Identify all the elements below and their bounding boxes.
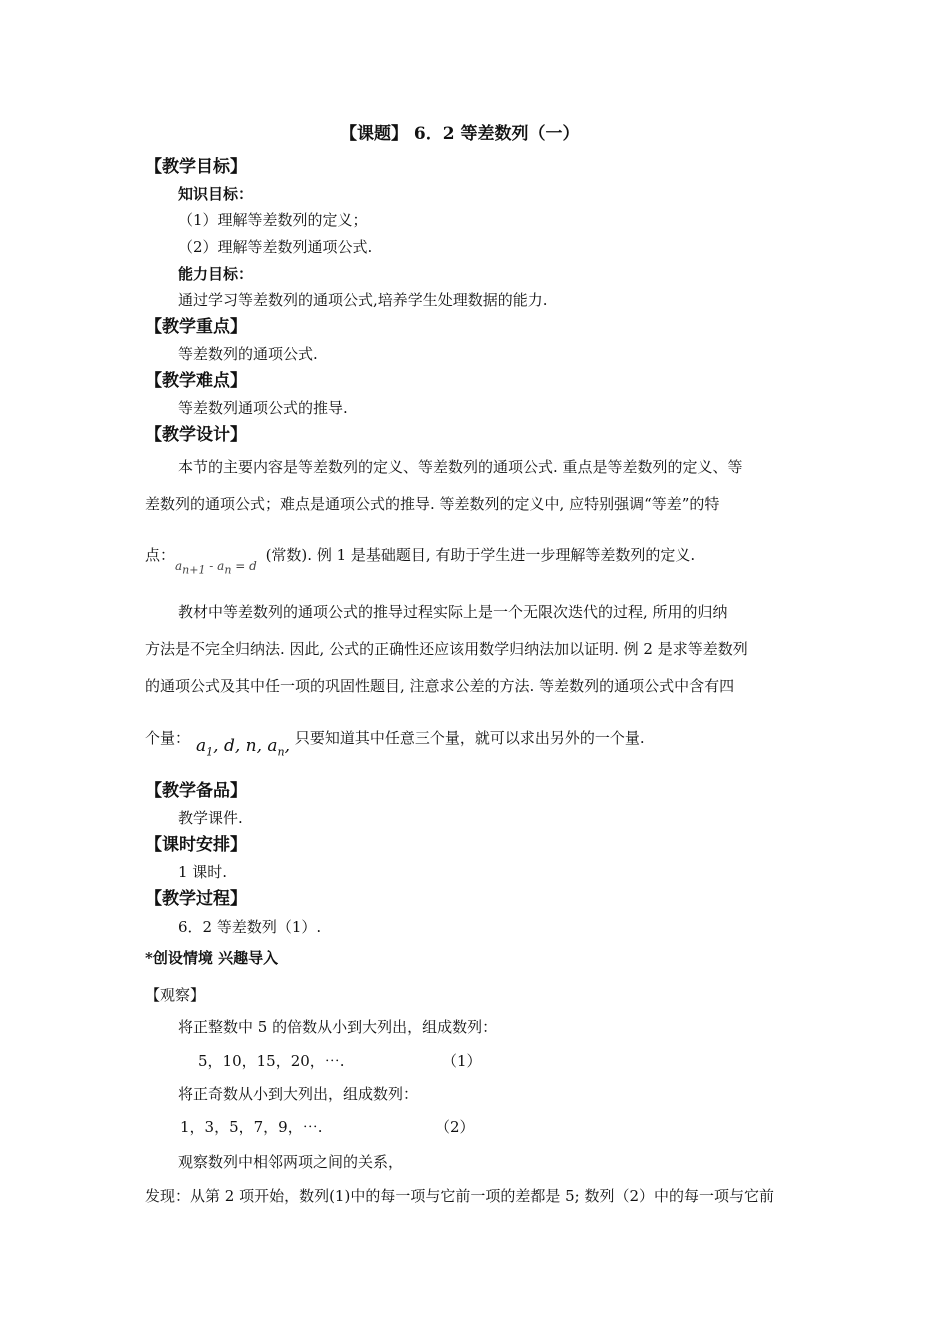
section-heading-schedule: 【课时安排】 bbox=[145, 835, 247, 855]
design-paragraph-1-line-3 bbox=[145, 545, 696, 577]
process-intro-heading: *创设情境 兴趣导入 bbox=[145, 949, 279, 967]
design-line-4-prefix: 个量： bbox=[145, 729, 191, 747]
design-paragraph-1-line-2: 差数列的通项公式；难点是通项公式的推导. 等差数列的定义中, 应特别强调“等差”的特 bbox=[145, 495, 720, 513]
observe-heading: 【观察】 bbox=[145, 986, 206, 1004]
design-paragraph-2-line-3: 的通项公式及其中任一项的巩固性题目, 注意求公差的方法. 等差数列的通项公式中含有四 bbox=[145, 677, 735, 695]
section-heading-objectives: 【教学目标】 bbox=[145, 157, 247, 177]
process-line-2: 将正奇数从小到大列出，组成数列： bbox=[178, 1085, 419, 1103]
page-title: 【课题】 6．2 等差数列（一） bbox=[340, 124, 580, 144]
process-line-3: 观察数列中相邻两项之间的关系， bbox=[178, 1153, 404, 1171]
section-heading-key: 【教学重点】 bbox=[145, 317, 247, 337]
schedule-text: 1 课时. bbox=[178, 863, 228, 881]
section-heading-materials: 【教学备品】 bbox=[145, 781, 247, 801]
design-line-prefix: 点： bbox=[145, 546, 176, 564]
quantities-formula: $a_1$, d, n, $a_n$, bbox=[196, 736, 291, 759]
ability-objective-label: 能力目标： bbox=[178, 265, 254, 283]
difficulty-text: 等差数列通项公式的推导. bbox=[178, 399, 348, 417]
section-heading-difficulty: 【教学难点】 bbox=[145, 371, 247, 391]
section-heading-design: 【教学设计】 bbox=[145, 425, 247, 445]
difference-formula: an+1 - an = d bbox=[175, 559, 257, 577]
sequence-2-tag: （2） bbox=[435, 1118, 475, 1136]
sequence-2: 1，3，5，7，9，⋯. bbox=[180, 1118, 323, 1136]
knowledge-objective-1: （1）理解等差数列的定义； bbox=[178, 211, 368, 229]
key-point-text: 等差数列的通项公式. bbox=[178, 345, 318, 363]
section-heading-process: 【教学过程】 bbox=[145, 889, 247, 909]
design-paragraph-2-line-4 bbox=[145, 728, 645, 759]
design-paragraph-2-line-2: 方法是不完全归纳法. 因此, 公式的正确性还应该用数学归纳法加以证明. 例 2 是求等差数列 bbox=[145, 640, 748, 658]
design-paragraph-1-line-1: 本节的主要内容是等差数列的定义、等差数列的通项公式. 重点是等差数列的定义、等 bbox=[178, 458, 743, 476]
design-line-suffix: (常数). 例 1 是基础题目, 有助于学生进一步理解等差数列的定义. bbox=[265, 546, 696, 564]
knowledge-objective-2: （2）理解等差数列通项公式. bbox=[178, 238, 373, 256]
design-paragraph-2-line-1: 教材中等差数列的通项公式的推导过程实际上是一个无限次迭代的过程, 所用的归纳 bbox=[178, 603, 728, 621]
design-line-4-suffix: 只要知道其中任意三个量，就可以求出另外的一个量. bbox=[294, 729, 645, 747]
ability-objective-1: 通过学习等差数列的通项公式,培养学生处理数据的能力. bbox=[178, 291, 548, 309]
process-lesson-title: 6．2 等差数列（1）. bbox=[178, 918, 322, 936]
process-line-4: 发现：从第 2 项开始，数列(1)中的每一项与它前一项的差都是 5; 数列（2）中的每一项与它前 bbox=[145, 1187, 775, 1205]
sequence-1-tag: （1） bbox=[442, 1052, 482, 1070]
sequence-1: 5，10，15，20，⋯. bbox=[198, 1052, 345, 1070]
knowledge-objective-label: 知识目标： bbox=[178, 185, 254, 203]
process-line-1: 将正整数中 5 的倍数从小到大列出，组成数列： bbox=[178, 1018, 498, 1036]
materials-text: 教学课件. bbox=[178, 809, 243, 827]
